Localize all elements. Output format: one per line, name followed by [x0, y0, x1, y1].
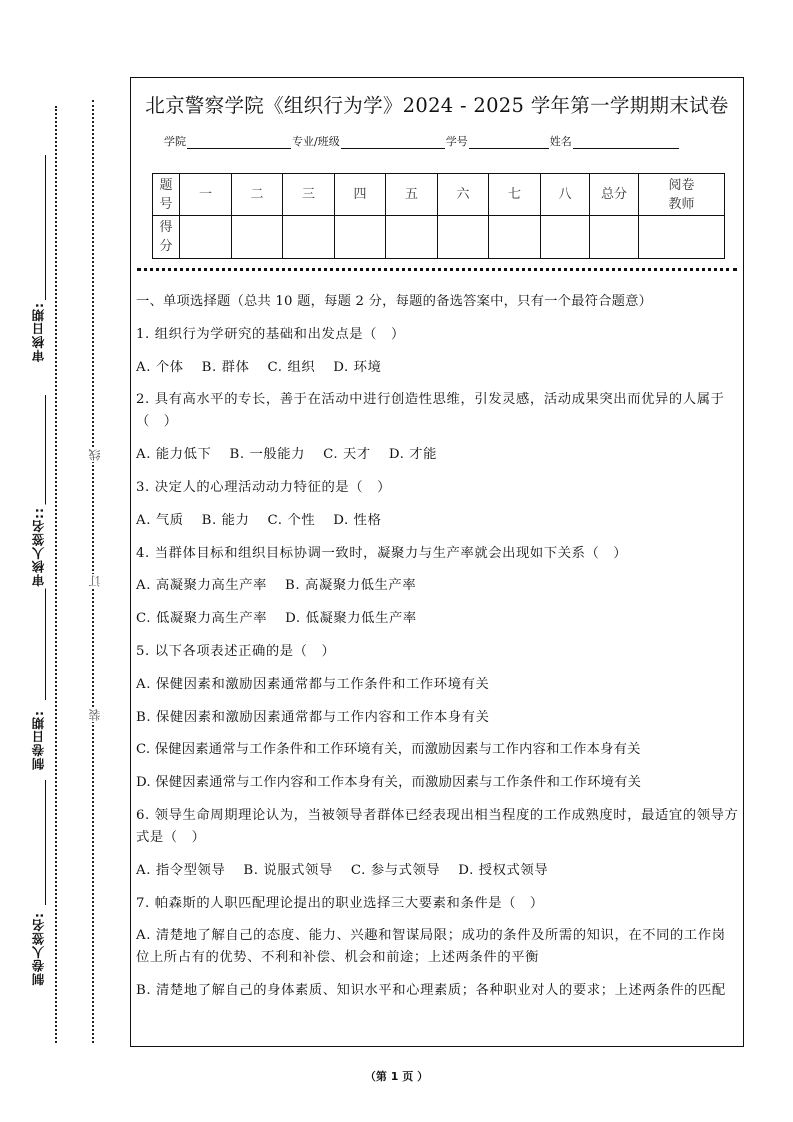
q6-option-c: C. 参与式领导: [350, 862, 441, 878]
student-id-label: 学号: [445, 135, 468, 148]
question-2-options: [136, 444, 739, 466]
q3-option-b: B. 能力: [201, 512, 250, 528]
score-cell-2[interactable]: [232, 216, 283, 259]
score-cell-total[interactable]: [590, 216, 639, 259]
binding-mark-order: 订: [88, 575, 102, 587]
q7-option-b: B. 清楚地了解自己的身体素质、知识水平和心理素质；各种职业对人的要求；上述两条件的匹配: [136, 983, 726, 999]
college-label: 学院: [164, 135, 186, 148]
q1-option-c: C. 组织: [267, 359, 316, 375]
score-label: 得分: [153, 216, 180, 259]
q4-option-c: C. 低凝聚力高生产率: [136, 611, 268, 627]
question-4-stem: 4. 当群体目标和组织目标协调一致时，凝聚力与生产率就会出现如下关系（ ）: [136, 545, 628, 561]
q6-option-a: A. 指令型领导: [136, 862, 226, 878]
major-class-label: 专业/班级: [292, 135, 340, 148]
col-4: 四: [335, 174, 386, 216]
question-1-options: [136, 357, 739, 379]
reviewer-date-line: [45, 155, 46, 300]
maker-sign-line: [45, 780, 46, 905]
col-2: 二: [232, 174, 283, 216]
page-number: （第 1 页 ）: [364, 1070, 429, 1083]
col-5: 五: [386, 174, 438, 216]
binding-dotted-line-outer: [55, 106, 57, 1043]
col-8: 八: [541, 174, 590, 216]
q1-option-b: B. 群体: [201, 359, 250, 375]
q2-option-b: B. 一般能力: [229, 447, 306, 463]
question-6-stem: 6. 领导生命周期理论认为，当被领导者群体已经表现出相当程度的工作成熟度时，最适宜的领导方式是（ ）: [136, 807, 739, 845]
q4-option-d: D. 低凝聚力低生产率: [285, 611, 417, 627]
question-4-options-cd: [136, 608, 739, 630]
q6-option-d: D. 授权式领导: [458, 862, 549, 878]
score-table-header-row: [153, 174, 725, 216]
col-total: 总分: [590, 174, 639, 216]
binding-dotted-line-inner: [92, 100, 94, 1043]
exam-title: 北京警察学院《组织行为学》2024 - 2025 学年第一学期期末试卷: [145, 94, 729, 117]
score-cell-grader[interactable]: [639, 216, 725, 259]
maker-date-line: [45, 580, 46, 700]
col-6: 六: [438, 174, 489, 216]
question-6-options: [136, 860, 739, 882]
score-cell-7[interactable]: [489, 216, 541, 259]
q2-option-d: D. 才能: [388, 447, 438, 463]
question-7-stem: 7. 帕森斯的人职匹配理论提出的职业选择三大要素和条件是（ ）: [136, 895, 544, 911]
reviewer-sign-line: [45, 395, 46, 505]
col-3: 三: [283, 174, 335, 216]
col-7: 七: [489, 174, 541, 216]
q4-option-b: B. 高凝聚力低生产率: [285, 578, 417, 594]
score-table-score-row: [153, 216, 725, 259]
question-3-stem: 3. 决定人的心理活动动力特征的是（ ）: [136, 479, 391, 495]
maker-date-label: 制卷日期:: [31, 710, 46, 770]
question-1-stem: 1. 组织行为学研究的基础和出发点是（ ）: [136, 326, 405, 342]
score-table: [152, 173, 725, 259]
question-number-label: 题号: [153, 174, 180, 216]
reviewer-date-label: 审核日期:: [31, 302, 46, 362]
maker-sign-label: 制卷人签名:: [31, 912, 46, 986]
score-cell-1[interactable]: [180, 216, 232, 259]
question-3-options: [136, 510, 739, 532]
section-heading: 一、单项选择题（总共 10 题，每题 2 分，每题的备选答案中，只有一个最符合题意）: [136, 294, 653, 309]
score-cell-4[interactable]: [335, 216, 386, 259]
q1-option-a: A. 个体: [136, 359, 184, 375]
exam-frame: [130, 77, 744, 1047]
col-1: 一: [180, 174, 232, 216]
major-class-field[interactable]: [341, 136, 445, 149]
question-4-options-ab: [136, 575, 739, 597]
q6-option-b: B. 说服式领导: [243, 862, 333, 878]
reviewer-sign-label: 审核人签名::: [31, 507, 46, 587]
q5-option-c: C. 保健因素通常与工作条件和工作环境有关，而激励因素与工作内容和工作本身有关: [136, 742, 641, 758]
question-2-stem: 2. 具有高水平的专长，善于在活动中进行创造性思维，引发灵感，活动成果突出而优异的人属于（ ）: [136, 392, 725, 430]
college-field[interactable]: [187, 136, 291, 149]
score-cell-8[interactable]: [541, 216, 590, 259]
score-cell-5[interactable]: [386, 216, 438, 259]
q1-option-d: D. 环境: [333, 359, 382, 375]
q3-option-a: A. 气质: [136, 512, 184, 528]
score-cell-3[interactable]: [283, 216, 335, 259]
q5-option-a: A. 保健因素和激励因素通常都与工作条件和工作环境有关: [136, 676, 490, 692]
name-field[interactable]: [573, 136, 679, 149]
q2-option-a: A. 能力低下: [136, 447, 212, 463]
dotted-separator: [137, 268, 737, 271]
student-info-row: [164, 133, 680, 149]
question-5-stem: 5. 以下各项表述正确的是（ ）: [136, 643, 336, 659]
score-cell-6[interactable]: [438, 216, 489, 259]
q2-option-c: C. 天才: [323, 447, 371, 463]
col-grader: 阅卷教师: [639, 174, 725, 216]
binding-mark-line: 线: [88, 449, 102, 461]
q7-option-a: A. 清楚地了解自己的态度、能力、兴趣和智谋局限；成功的条件及所需的知识，在不同的工作岗位上所占有的优势、不利和补偿、机会和前途；上述两条件的平衡: [136, 928, 726, 966]
q3-option-c: C. 个性: [267, 512, 316, 528]
binding-mark-bind: 装: [88, 709, 102, 721]
q5-option-b: B. 保健因素和激励因素通常都与工作内容和工作本身有关: [136, 709, 490, 725]
q5-option-d: D. 保健因素通常与工作内容和工作本身有关，而激励因素与工作条件和工作环境有关: [136, 775, 642, 791]
q3-option-d: D. 性格: [333, 512, 382, 528]
section-single-choice: [136, 291, 739, 1013]
q4-option-a: A. 高凝聚力高生产率: [136, 578, 268, 594]
name-label: 姓名: [549, 135, 572, 148]
student-id-field[interactable]: [469, 136, 549, 149]
